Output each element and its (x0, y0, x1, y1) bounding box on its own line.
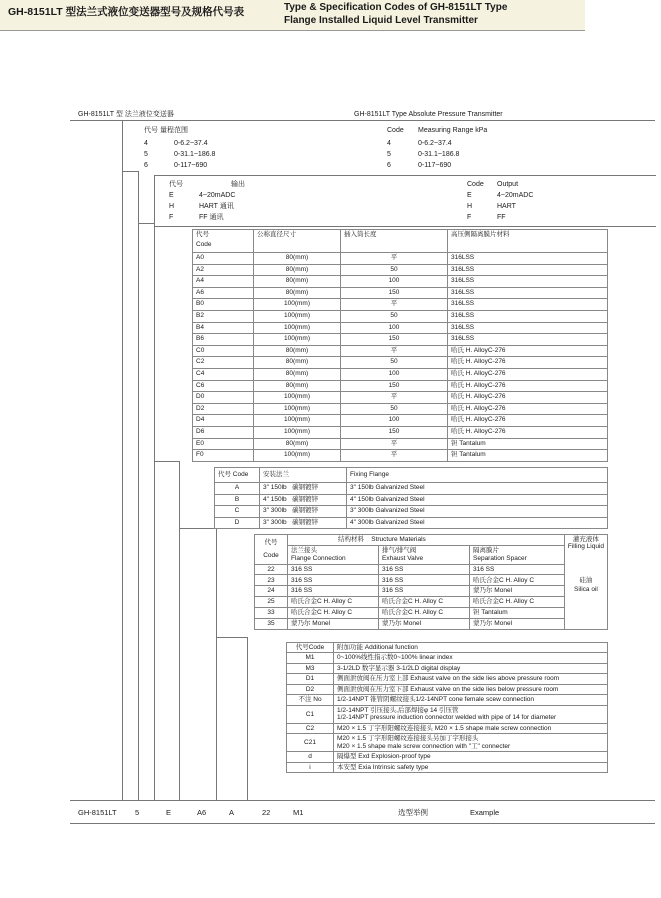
table-row (193, 357, 608, 369)
model-row-left: GH-8151LT 型 法兰液位变送器 (78, 111, 174, 118)
code-cell: M1 (287, 653, 334, 663)
filling-value-en: Silica oil (574, 586, 598, 594)
range-value: 0-117~690 (174, 162, 208, 169)
fixing-flange-table (214, 467, 608, 529)
table-row (255, 597, 608, 608)
tree-h-4 (179, 528, 216, 529)
header-en: Fixing Flange (347, 468, 608, 483)
header-exhaust-cn: 排气/排气阀 (382, 547, 417, 555)
example-model: GH-8151LT (78, 808, 117, 817)
output-en: HART (497, 203, 516, 210)
length-cell: 100 (341, 368, 448, 380)
flange-cell: 蒙乃尔 Monel (288, 618, 379, 629)
material-cell: 316LSS (448, 264, 608, 276)
code-cell: d (287, 752, 334, 762)
example-code-fixing-flange: A (229, 808, 235, 817)
spacer-cell: 钽 Tantalum (470, 608, 565, 619)
title-en-line2: Flange Installed Liquid Level Transmitter (284, 15, 478, 26)
code-cell: B4 (193, 322, 254, 334)
example-code-flange-size: A6 (197, 808, 207, 817)
header-code-en: Code (196, 240, 212, 248)
diameter-cell: 100(mm) (254, 310, 341, 322)
code-cell: F0 (193, 450, 254, 462)
filling-header-cn: 灌充液体 (572, 536, 599, 543)
tree-h-5 (216, 637, 247, 638)
table-row (215, 506, 608, 518)
header-code: 代号Code (287, 643, 334, 653)
flange-material-cn: 碳钢镀锌 (292, 507, 319, 515)
exhaust-cell: 316 SS (379, 564, 470, 575)
table-row (193, 334, 608, 346)
code-cell: C4 (193, 368, 254, 380)
range-code-en: 4 (387, 140, 391, 147)
table-row (255, 564, 608, 575)
code-cell: D (215, 517, 260, 529)
table-header-row (255, 535, 608, 546)
flange-cn-cell (260, 494, 347, 506)
desc-line: 侧面泄放阀在压力室上部 Exhaust valve on the side lies above pressure room (337, 675, 560, 683)
length-cell: 50 (341, 357, 448, 369)
output-section (154, 175, 656, 227)
flange-material-cn: 碳钢镀锌 (292, 518, 319, 526)
example-label-cn: 选型举例 (398, 808, 428, 817)
diameter-cell: 100(mm) (254, 334, 341, 346)
desc-cell (334, 762, 608, 772)
tree-line-2 (138, 171, 139, 800)
desc-line: 侧面泄放阀在压力室下部 Exhaust valve on the side lies below pressure room (337, 685, 559, 693)
tree-line-5 (216, 528, 217, 800)
length-cell: 150 (341, 287, 448, 299)
example-code-structure: 22 (262, 808, 271, 817)
tree-line-1 (122, 121, 123, 800)
code-cell: 24 (255, 586, 288, 597)
output-header-label: 输出 (231, 181, 245, 188)
length-cell: 150 (341, 334, 448, 346)
material-cell: 哈氏 H. AlloyC-276 (448, 345, 608, 357)
material-cell: 316LSS (448, 322, 608, 334)
length-cell: 100 (341, 415, 448, 427)
desc-line: M20 × 1.5 丁字形阳螺纹连接接头 M20 × 1.5 shape male screw connection (337, 724, 552, 732)
diameter-cell: 80(mm) (254, 264, 341, 276)
header-exhaust-en: Exhaust Valve (382, 554, 424, 562)
code-cell: A0 (193, 253, 254, 265)
table-row (193, 299, 608, 311)
exhaust-cell: 蒙乃尔 Monel (379, 618, 470, 629)
material-cell: 316LSS (448, 253, 608, 265)
table-row (193, 438, 608, 450)
code-cell: C (215, 506, 260, 518)
filling-header-en: Filling Liquid (567, 543, 604, 551)
header-spacer-cn: 隔离膜片 (473, 547, 499, 555)
material-cell: 哈氏 H. AlloyC-276 (448, 415, 608, 427)
table-header-row (287, 643, 608, 653)
header-code-cn: 代号 (196, 231, 209, 238)
spacer-cell: 哈氏合金C H. Alloy C (470, 575, 565, 586)
range-code: 4 (144, 140, 148, 147)
diameter-cell: 80(mm) (254, 438, 341, 450)
material-cell: 316LSS (448, 299, 608, 311)
desc-cell (334, 663, 608, 673)
material-cell: 316LSS (448, 287, 608, 299)
header-flange-en: Flange Connection (291, 554, 346, 562)
spacer-cell: 哈氏合金C H. Alloy C (470, 597, 565, 608)
range-header-cn: 代号 量程范围 (144, 127, 188, 134)
flange-cell: 哈氏合金C H. Alloy C (288, 608, 379, 619)
exhaust-cell: 316 SS (379, 586, 470, 597)
output-cn: FF 通讯 (199, 214, 224, 221)
range-value: 0-31.1~186.8 (174, 151, 216, 158)
desc-cell (334, 684, 608, 694)
table-row (193, 392, 608, 404)
range-header-label: Measuring Range kPa (418, 127, 488, 134)
flange-material-cn: 碳钢镀锌 (292, 484, 319, 492)
table-row (193, 415, 608, 427)
header-title-cn: 结构材料 (338, 536, 364, 544)
code-cell: B6 (193, 334, 254, 346)
tree-line-3 (154, 223, 155, 800)
header-spacer (470, 545, 565, 564)
output-header-code: 代号 (169, 181, 183, 188)
material-cell: 哈氏 H. AlloyC-276 (448, 426, 608, 438)
spacer-cell: 蒙乃尔 Monel (470, 618, 565, 629)
code-cell: C6 (193, 380, 254, 392)
table-subheader-row (255, 545, 608, 564)
desc-line: M20 × 1.5 shape male screw connection with "工" connecter (337, 742, 511, 750)
output-cn: HART 通讯 (199, 203, 234, 210)
code-cell: 22 (255, 564, 288, 575)
table-row (255, 586, 608, 597)
diameter-cell: 80(mm) (254, 380, 341, 392)
exhaust-cell: 316 SS (379, 575, 470, 586)
example-code-output: E (166, 808, 172, 817)
table-row (287, 684, 608, 694)
length-cell: 50 (341, 310, 448, 322)
output-header-code-en: Code (467, 181, 484, 188)
code-cell: i (287, 762, 334, 772)
code-cell: D2 (193, 403, 254, 415)
model-row (70, 110, 655, 121)
length-cell: 平 (341, 253, 448, 265)
desc-line: 本安型 Exia Intrinsic safety type (337, 763, 429, 771)
range-value-en: 0-117~690 (418, 162, 452, 169)
code-cell: D4 (193, 415, 254, 427)
header-spacer-en: Separation Spacer (473, 554, 527, 562)
table-row (193, 287, 608, 299)
length-cell: 100 (341, 322, 448, 334)
table-row (193, 253, 608, 265)
tree-line-6 (247, 637, 248, 800)
diameter-cell: 80(mm) (254, 276, 341, 288)
range-code: 6 (144, 162, 148, 169)
desc-line: 3-1/2LD 数字显示器 3-1/2LD digital display (337, 664, 461, 672)
desc-line: 隔爆型 Exd Explosion-proof type (337, 753, 431, 761)
example-label-en: Example (470, 808, 500, 817)
table-row (287, 723, 608, 733)
header-flange-cn: 法兰接头 (291, 547, 317, 555)
flange-size-table (192, 229, 608, 462)
table-row (193, 264, 608, 276)
example-row (70, 800, 655, 824)
flange-cn-cell (260, 517, 347, 529)
flange-cell: 316 SS (288, 575, 379, 586)
tree-h-2 (138, 223, 154, 224)
desc-cell (334, 705, 608, 723)
output-code: F (169, 214, 174, 221)
material-cell: 钽 Tantalum (448, 438, 608, 450)
length-cell: 平 (341, 450, 448, 462)
material-cell: 哈氏 H. AlloyC-276 (448, 403, 608, 415)
output-cn: 4~20mADC (199, 192, 236, 199)
code-cell: D2 (287, 684, 334, 694)
flange-en-cell: 3" 300lb Galvanized Steel (347, 506, 608, 518)
length-cell: 100 (341, 276, 448, 288)
flange-en-cell: 4" 150lb Galvanized Steel (347, 494, 608, 506)
table-row (255, 618, 608, 629)
output-header-label-en: Output (497, 181, 519, 188)
desc-cell (334, 752, 608, 762)
title-cn: GH-8151LT 型法兰式液位变送器型号及规格代号表 (8, 6, 245, 18)
header-flange (288, 545, 379, 564)
flange-material-cn: 碳钢镀锌 (292, 495, 319, 503)
flange-size: 4" 150lb (263, 495, 287, 503)
header-code-cn: 代号 (264, 538, 278, 546)
diameter-cell: 100(mm) (254, 299, 341, 311)
desc-line: 1/2-14NPT pressure induction connector welded with pipe of 14 for diameter (337, 714, 557, 722)
desc-cell (334, 653, 608, 663)
length-cell: 150 (341, 426, 448, 438)
range-value-en: 0-31.1~186.8 (418, 151, 460, 158)
range-code-en: 5 (387, 151, 391, 158)
length-cell: 150 (341, 380, 448, 392)
length-cell: 平 (341, 392, 448, 404)
header-code: 代号 Code (215, 468, 260, 483)
header-cn: 安装法兰 (260, 468, 347, 483)
range-header-code: Code (387, 127, 404, 134)
table-row (193, 426, 608, 438)
code-cell: C2 (287, 723, 334, 733)
table-header-row (215, 468, 608, 483)
material-cell: 哈氏 H. AlloyC-276 (448, 392, 608, 404)
example-code-range: 5 (135, 808, 140, 817)
desc-line: 0~100%线性指示数0~100% linear index (337, 654, 453, 662)
output-code: E (169, 192, 174, 199)
code-cell: D0 (193, 392, 254, 404)
diameter-cell: 100(mm) (254, 322, 341, 334)
code-cell: 23 (255, 575, 288, 586)
header-title (288, 535, 565, 546)
header-insert-length: 插入筒长度 (341, 230, 448, 253)
table-row (287, 663, 608, 673)
diameter-cell: 80(mm) (254, 253, 341, 265)
header-label: 附加功能 Additional function (334, 643, 608, 653)
code-cell: C1 (287, 705, 334, 723)
output-code-en: F (467, 214, 472, 221)
header-title-en: Structure Materials (371, 536, 426, 544)
diameter-cell: 80(mm) (254, 357, 341, 369)
table-row (215, 483, 608, 495)
material-cell: 哈氏 H. AlloyC-276 (448, 357, 608, 369)
tree-h-1 (122, 171, 138, 172)
length-cell: 平 (341, 438, 448, 450)
header-code-cell (255, 535, 288, 565)
header-code-cell (193, 230, 254, 253)
code-cell: C21 (287, 734, 334, 752)
code-cell: M3 (287, 663, 334, 673)
header-bar (0, 0, 585, 31)
spacer-cell: 蒙乃尔 Monel (470, 586, 565, 597)
flange-cn-cell (260, 483, 347, 495)
table-row (193, 380, 608, 392)
diameter-cell: 100(mm) (254, 392, 341, 404)
filling-liquid-cell (564, 535, 607, 630)
output-en: 4~20mADC (497, 192, 534, 199)
table-row (215, 494, 608, 506)
header-diaphragm: 高压侧隔离膜片材料 (448, 230, 608, 253)
header-diameter: 公称直径尺寸 (254, 230, 341, 253)
material-cell: 316LSS (448, 334, 608, 346)
header-code-en: Code (263, 552, 279, 560)
output-en: FF (497, 214, 506, 221)
desc-cell (334, 723, 608, 733)
title-en-line1: Type & Specification Codes of GH-8151LT Type (284, 2, 508, 13)
range-value: 0-6.2~37.4 (174, 140, 208, 147)
structure-table (254, 534, 608, 630)
code-cell: A6 (193, 287, 254, 299)
model-row-right: GH-8151LT Type Absolute Pressure Transmitter (354, 111, 503, 118)
code-cell: B2 (193, 310, 254, 322)
desc-line: 1/2-14NPT 锥管阴螺纹接头1/2-14NPT cone female scew connection (337, 696, 535, 704)
code-cell: D6 (193, 426, 254, 438)
tree-line-4 (179, 461, 180, 800)
material-cell: 哈氏 H. AlloyC-276 (448, 368, 608, 380)
desc-line: M20 × 1.5 丁字形阳螺纹连接接头另加丁字形接头 (337, 735, 479, 743)
table-header-row (193, 230, 608, 253)
range-code-en: 6 (387, 162, 391, 169)
table-row (287, 734, 608, 752)
table-row (287, 752, 608, 762)
code-cell: 33 (255, 608, 288, 619)
length-cell: 平 (341, 345, 448, 357)
output-code-en: E (467, 192, 472, 199)
flange-cell: 哈氏合金C H. Alloy C (288, 597, 379, 608)
length-cell: 50 (341, 403, 448, 415)
code-cell: B0 (193, 299, 254, 311)
table-row (215, 517, 608, 529)
desc-cell (334, 674, 608, 684)
tree-h-3 (154, 461, 179, 462)
diameter-cell: 100(mm) (254, 403, 341, 415)
example-code-additional: M1 (293, 808, 304, 817)
diameter-cell: 80(mm) (254, 345, 341, 357)
code-cell: A (215, 483, 260, 495)
flange-en-cell: 3" 150lb Galvanized Steel (347, 483, 608, 495)
table-row (287, 705, 608, 723)
range-code: 5 (144, 151, 148, 158)
header-exhaust (379, 545, 470, 564)
table-row (255, 575, 608, 586)
flange-cell: 316 SS (288, 564, 379, 575)
diameter-cell: 100(mm) (254, 450, 341, 462)
table-row (193, 310, 608, 322)
code-cell: D1 (287, 674, 334, 684)
code-cell: C2 (193, 357, 254, 369)
code-cell: A2 (193, 264, 254, 276)
table-row (287, 762, 608, 772)
length-cell: 50 (341, 264, 448, 276)
exhaust-cell: 哈氏合金C H. Alloy C (379, 597, 470, 608)
table-row (193, 450, 608, 462)
code-cell: A4 (193, 276, 254, 288)
flange-size: 3" 300lb (263, 507, 287, 515)
material-cell: 316LSS (448, 310, 608, 322)
flange-size: 3" 150lb (263, 484, 287, 492)
code-cell: 不注 No (287, 695, 334, 705)
range-value-en: 0-6.2~37.4 (418, 140, 452, 147)
desc-line: 1/2-14NPT 引压接头,后部焊接φ 14 引压管 (337, 706, 459, 714)
table-row (287, 653, 608, 663)
spacer-cell: 316 SS (470, 564, 565, 575)
table-row (193, 403, 608, 415)
material-cell: 哈氏 H. AlloyC-276 (448, 380, 608, 392)
table-row (193, 322, 608, 334)
table-row (287, 695, 608, 705)
output-code-en: H (467, 203, 473, 210)
flange-size: 3" 300lb (263, 518, 287, 526)
diameter-cell: 100(mm) (254, 426, 341, 438)
length-cell: 平 (341, 299, 448, 311)
desc-cell (334, 734, 608, 752)
code-cell: E0 (193, 438, 254, 450)
exhaust-cell: 哈氏合金C H. Alloy C (379, 608, 470, 619)
output-code: H (169, 203, 175, 210)
table-row (193, 368, 608, 380)
additional-function-table (286, 642, 608, 773)
flange-cn-cell (260, 506, 347, 518)
diameter-cell: 80(mm) (254, 368, 341, 380)
table-row (193, 276, 608, 288)
material-cell: 316LSS (448, 276, 608, 288)
code-cell: 25 (255, 597, 288, 608)
filling-value-cn: 硅油 (579, 576, 593, 584)
flange-cell: 316 SS (288, 586, 379, 597)
material-cell: 钽 Tantalum (448, 450, 608, 462)
diameter-cell: 80(mm) (254, 287, 341, 299)
desc-cell (334, 695, 608, 705)
table-row (287, 674, 608, 684)
table-row (255, 608, 608, 619)
diameter-cell: 100(mm) (254, 415, 341, 427)
code-cell: 35 (255, 618, 288, 629)
flange-en-cell: 4" 300lb Galvanized Steel (347, 517, 608, 529)
code-cell: B (215, 494, 260, 506)
table-row (193, 345, 608, 357)
code-cell: C0 (193, 345, 254, 357)
